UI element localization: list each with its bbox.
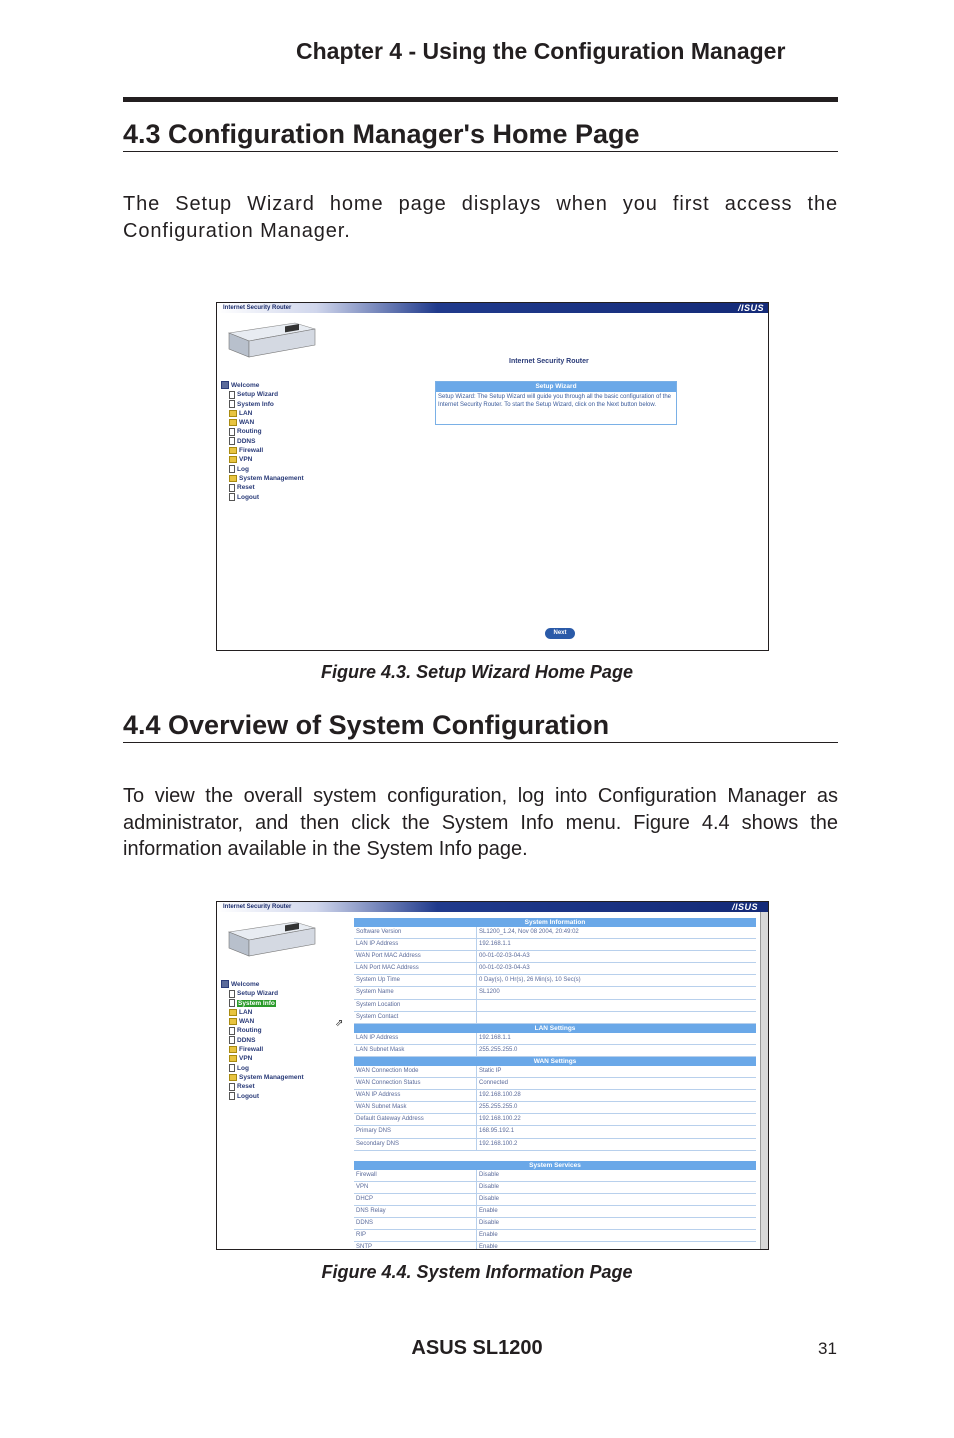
row-value: Connected xyxy=(479,1080,509,1087)
row-label: RIP xyxy=(354,1230,477,1241)
folder-icon xyxy=(229,419,237,426)
row-label: DDNS xyxy=(354,1218,477,1229)
table-row xyxy=(354,1206,756,1218)
figure-4-4-screenshot xyxy=(216,901,769,1250)
menu-item-routing[interactable] xyxy=(221,427,304,436)
footer-title: ASUS SL1200 xyxy=(411,1337,543,1359)
row-label: DNS Relay xyxy=(354,1206,477,1217)
row-value: SL1200_1.24, Nov 08 2004, 20:49:02 xyxy=(479,929,579,935)
menu-item-vpn[interactable] xyxy=(221,1054,304,1063)
product-title: Internet Security Router xyxy=(223,305,292,311)
menu-item-label: Welcome xyxy=(231,981,260,988)
section-4-3-title: 4.3 Configuration Manager's Home Page xyxy=(123,119,838,152)
menu-item-label: Setup Wizard xyxy=(237,990,279,998)
menu-item-welcome[interactable] xyxy=(221,980,304,989)
next-button[interactable]: Next xyxy=(545,628,575,639)
figure-4-3-caption: Figure 4.3. Setup Wizard Home Page xyxy=(321,662,633,682)
menu-item-reset[interactable] xyxy=(221,1082,304,1091)
folder-icon xyxy=(229,447,237,454)
page-icon xyxy=(229,999,235,1007)
nav-tree xyxy=(221,381,304,502)
row-value: 255.255.255.0 xyxy=(479,1046,518,1053)
row-label: LAN IP Address xyxy=(354,1033,477,1044)
asus-logo: /ISUS xyxy=(737,303,764,313)
menu-item-label: Firewall xyxy=(239,447,264,455)
row-value: 168.95.192.1 xyxy=(479,1128,515,1135)
section-4-3-body: The Setup Wizard home page displays when you first access the Configuration Manager. xyxy=(123,193,838,242)
asus-logo: /ISUS xyxy=(731,902,758,912)
menu-item-label: LAN xyxy=(239,1008,253,1016)
row-label: Primary DNS xyxy=(354,1126,477,1137)
row-label: WAN Port MAC Address xyxy=(354,951,477,962)
folder-icon xyxy=(229,1009,237,1016)
row-label: WAN Connection Status xyxy=(354,1078,477,1089)
row-label: WAN Connection Mode xyxy=(354,1066,477,1077)
row-label: LAN IP Address xyxy=(354,939,477,950)
menu-item-setup-wizard[interactable] xyxy=(221,989,304,998)
menu-item-label: System Info xyxy=(238,999,275,1007)
row-value: Enable xyxy=(479,1244,498,1250)
row-label: System Up Time xyxy=(354,975,477,986)
row-value: 00-01-02-03-04-A3 xyxy=(479,965,530,972)
table-row xyxy=(354,1242,756,1250)
table-row xyxy=(354,963,756,975)
table-row xyxy=(354,1012,756,1024)
row-label: SNTP xyxy=(354,1242,477,1250)
menu-item-logout[interactable] xyxy=(221,1092,304,1101)
menu-item-welcome[interactable] xyxy=(221,381,304,390)
page-icon xyxy=(229,391,235,399)
row-value: Enable xyxy=(479,1232,498,1239)
table-row xyxy=(354,1078,756,1090)
table-row xyxy=(354,1090,756,1102)
row-label: DHCP xyxy=(354,1194,477,1205)
menu-item-reset[interactable] xyxy=(221,483,304,492)
table-row xyxy=(354,1126,756,1138)
section-4-4-body: To view the overall system configuration, log into Configuration Manager as administrator, and then click the System Info menu. Figure 4.4 shows the information available in the System Info page. xyxy=(123,785,838,860)
row-label: LAN Subnet Mask xyxy=(354,1045,477,1056)
table-row xyxy=(354,1045,756,1057)
menu-item-ddns[interactable] xyxy=(221,1036,304,1045)
folder-icon xyxy=(229,410,237,417)
page-icon xyxy=(229,465,235,473)
folder-icon xyxy=(229,1018,237,1025)
menu-item-label: Setup Wizard xyxy=(237,391,279,399)
menu-item-firewall[interactable] xyxy=(221,1045,304,1054)
row-label: WAN Subnet Mask xyxy=(354,1102,477,1113)
system-info-table xyxy=(354,918,756,1250)
menu-item-label: Firewall xyxy=(239,1046,264,1054)
folder-icon xyxy=(229,1046,237,1053)
page-icon xyxy=(229,1083,235,1091)
nav-tree xyxy=(221,980,304,1101)
menu-item-label: Reset xyxy=(237,1083,255,1091)
folder-icon xyxy=(229,1055,237,1062)
page-icon xyxy=(229,493,235,501)
page-icon xyxy=(229,437,235,445)
row-value: 192.168.1.1 xyxy=(479,941,511,948)
menu-item-firewall[interactable] xyxy=(221,446,304,455)
row-label: Secondary DNS xyxy=(354,1139,477,1150)
product-title: Internet Security Router xyxy=(223,904,292,910)
row-value: 192.168.100.2 xyxy=(479,1140,518,1147)
row-value: 255.255.255.0 xyxy=(479,1104,518,1111)
row-label: Default Gateway Address xyxy=(354,1114,477,1125)
menu-item-system-management[interactable] xyxy=(221,1073,304,1082)
page-number: 31 xyxy=(818,1339,837,1358)
table-row xyxy=(354,939,756,951)
setup-wizard-title: Setup Wizard xyxy=(436,382,676,392)
row-label: System Name xyxy=(354,987,477,998)
setup-wizard-panel xyxy=(435,381,677,425)
row-value: 192.168.1.1 xyxy=(479,1034,511,1041)
menu-item-system-info[interactable] xyxy=(221,999,304,1008)
table-row xyxy=(354,975,756,987)
menu-item-label: System Info xyxy=(237,400,274,408)
table-row xyxy=(354,1194,756,1206)
header-rule xyxy=(123,97,838,102)
section-4-4-title: 4.4 Overview of System Configuration xyxy=(123,710,838,743)
row-label: System Location xyxy=(354,1000,477,1011)
table-row xyxy=(354,927,756,939)
table-row xyxy=(354,951,756,963)
row-value: Disable xyxy=(479,1183,500,1190)
menu-item-label: Logout xyxy=(237,1092,260,1100)
table-row xyxy=(354,1170,756,1182)
menu-item-log[interactable] xyxy=(221,465,304,474)
row-value: Disable xyxy=(479,1195,500,1202)
menu-item-label: Routing xyxy=(237,428,262,436)
page-icon xyxy=(229,1064,235,1072)
row-label: WAN IP Address xyxy=(354,1090,477,1101)
page-icon xyxy=(229,484,235,492)
section-header: LAN Settings xyxy=(354,1024,756,1033)
menu-item-log[interactable] xyxy=(221,1064,304,1073)
row-value: Disable xyxy=(479,1171,500,1178)
figure-4-4-caption: Figure 4.4. System Information Page xyxy=(321,1262,633,1282)
mouse-cursor-icon: ⇗ xyxy=(335,1018,344,1029)
table-row xyxy=(354,1102,756,1114)
scrollbar[interactable] xyxy=(760,912,768,1249)
menu-item-label: Logout xyxy=(237,493,260,501)
chapter-header: Chapter 4 - Using the Configuration Manager xyxy=(296,38,786,64)
page-icon xyxy=(229,1027,235,1035)
row-label: VPN xyxy=(354,1182,477,1193)
router-device-icon xyxy=(225,319,317,359)
menu-item-label: LAN xyxy=(239,409,253,417)
table-row xyxy=(354,1033,756,1045)
menu-item-system-management[interactable] xyxy=(221,474,304,483)
menu-item-label: Log xyxy=(237,1064,249,1072)
folder-icon xyxy=(229,475,237,482)
row-value xyxy=(477,1000,756,1011)
row-value: 192.168.100.22 xyxy=(479,1116,521,1123)
row-label: Software Version xyxy=(354,927,477,938)
table-row xyxy=(354,1182,756,1194)
table-row xyxy=(354,1114,756,1126)
section-header: WAN Settings xyxy=(354,1057,756,1066)
section-header: System Information xyxy=(354,918,756,927)
banner xyxy=(217,303,768,313)
menu-item-label: Reset xyxy=(237,484,255,492)
menu-item-label: System Management xyxy=(239,1073,304,1081)
menu-item-label: VPN xyxy=(239,456,253,464)
section-header: System Services xyxy=(354,1161,756,1170)
menu-item-wan[interactable] xyxy=(221,418,304,427)
figure-4-3-screenshot xyxy=(216,302,769,651)
menu-item-lan[interactable] xyxy=(221,1008,304,1017)
menu-item-label: DDNS xyxy=(237,437,256,445)
table-row xyxy=(354,1139,756,1151)
menu-item-label: DDNS xyxy=(237,1036,256,1044)
menu-item-ddns[interactable] xyxy=(221,437,304,446)
banner xyxy=(217,902,768,912)
menu-item-logout[interactable] xyxy=(221,493,304,502)
table-row xyxy=(354,1066,756,1078)
row-label: System Contact xyxy=(354,1012,477,1023)
row-value: Enable xyxy=(479,1207,498,1214)
menu-item-label: VPN xyxy=(239,1055,253,1063)
table-row xyxy=(354,987,756,999)
row-value: 192.168.100.28 xyxy=(479,1092,521,1099)
computer-icon xyxy=(221,980,229,988)
menu-item-vpn[interactable] xyxy=(221,455,304,464)
page-icon xyxy=(229,990,235,998)
table-row xyxy=(354,1000,756,1012)
row-value: 00-01-02-03-04-A3 xyxy=(479,953,530,960)
row-label: LAN Port MAC Address xyxy=(354,963,477,974)
row-value: Static IP xyxy=(479,1067,502,1074)
menu-item-setup-wizard[interactable] xyxy=(221,390,304,399)
setup-wizard-text: Setup Wizard: The Setup Wizard will guide you through all the basic configuration of the Internet Security Router. To start the Setup Wizard, click on the Next button below. xyxy=(438,394,672,408)
row-label: Firewall xyxy=(354,1170,477,1181)
router-device-icon xyxy=(225,918,317,958)
menu-item-system-info[interactable] xyxy=(221,400,304,409)
menu-item-lan[interactable] xyxy=(221,409,304,418)
folder-icon xyxy=(229,1074,237,1081)
menu-item-label: WAN xyxy=(239,1018,255,1026)
menu-item-routing[interactable] xyxy=(221,1026,304,1035)
menu-item-label: WAN xyxy=(239,419,255,427)
page-icon xyxy=(229,1092,235,1100)
menu-item-label: Log xyxy=(237,465,249,473)
page-heading: Internet Security Router xyxy=(509,358,589,365)
menu-item-label: Welcome xyxy=(231,382,260,389)
table-row xyxy=(354,1218,756,1230)
page-icon xyxy=(229,400,235,408)
folder-icon xyxy=(229,456,237,463)
page-icon xyxy=(229,1036,235,1044)
row-value: 0 Day(s), 0 Hr(s), 26 Min(s), 10 Sec(s) xyxy=(479,977,581,984)
menu-item-wan[interactable] xyxy=(221,1017,304,1026)
table-row xyxy=(354,1230,756,1242)
menu-item-label: System Management xyxy=(239,474,304,482)
page-icon xyxy=(229,428,235,436)
computer-icon xyxy=(221,381,229,389)
row-value: SL1200 xyxy=(479,989,500,996)
row-value: Disable xyxy=(479,1219,500,1226)
row-value xyxy=(477,1012,756,1023)
menu-item-label: Routing xyxy=(237,1027,262,1035)
